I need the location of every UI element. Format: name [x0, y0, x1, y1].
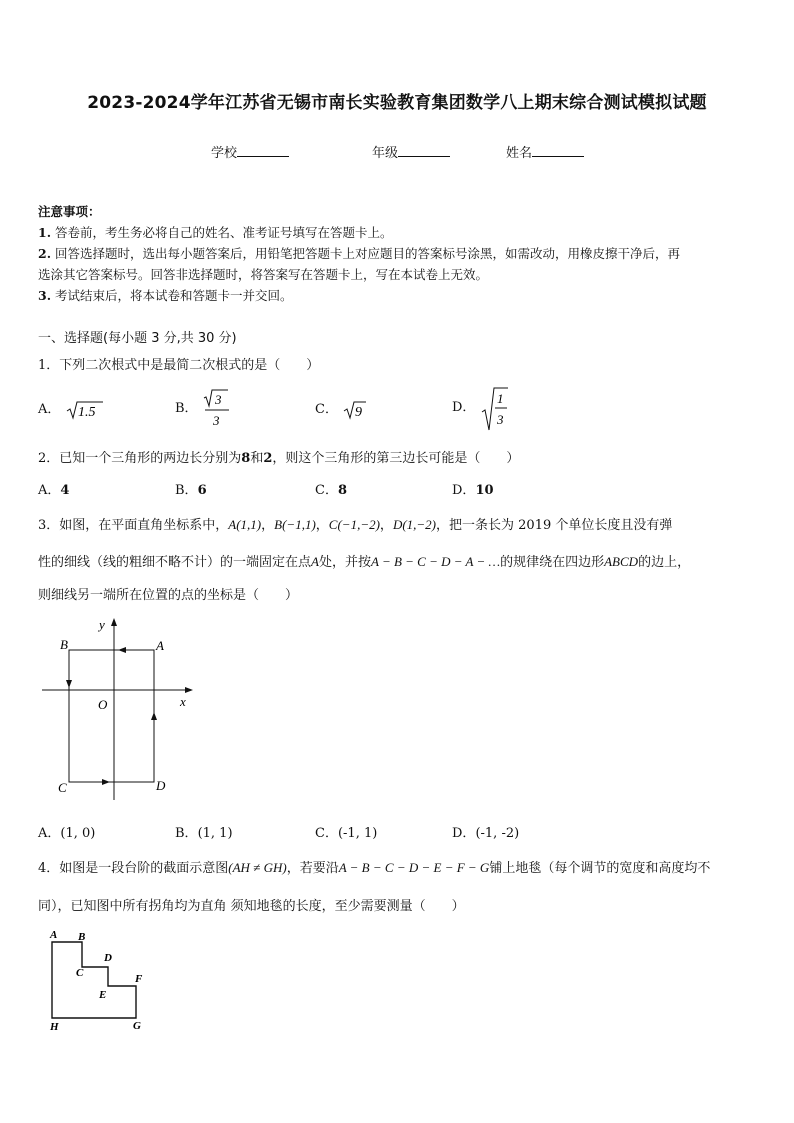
arrow-b-to-c — [66, 680, 72, 688]
arrow-d-to-a — [151, 712, 157, 720]
q1-d-numerator: 1 — [496, 391, 504, 406]
q1-d-denominator: 3 — [496, 412, 504, 427]
label-h: H — [50, 1021, 59, 1033]
q1-option-a[interactable]: A． 1.5 — [38, 398, 105, 421]
q1-option-c[interactable]: C． 9 — [315, 398, 368, 421]
label-b: B — [78, 931, 86, 943]
q2-option-c[interactable]: C．8 — [315, 483, 347, 498]
question-2-stem: 2．已知一个三角形的两边长分别为8和2，则这个三角形的第三边长可能是（ ） — [38, 451, 520, 466]
q4-stairs-figure — [40, 926, 160, 1036]
label-g: G — [133, 1020, 141, 1032]
school-field[interactable] — [211, 142, 289, 161]
q2-option-d[interactable]: D．10 — [452, 483, 494, 498]
q2-option-a[interactable]: A．4 — [38, 483, 70, 498]
name-blank[interactable] — [532, 143, 584, 157]
q3-option-b[interactable]: B．(1, 1) — [175, 826, 233, 841]
q1-b-fraction — [202, 388, 234, 432]
arrow-c-to-d — [102, 779, 110, 785]
notice-item: 2. 回答选择题时，选出每小题答案后，用铅笔把答题卡上对应题目的答案标号涂黑，如需改动，用橡皮擦干净后，再 — [38, 246, 681, 261]
label-e: E — [99, 989, 107, 1001]
question-3-line-3: 则细线另一端所在位置的点的坐标是（ ） — [38, 588, 299, 603]
label-c: C — [76, 967, 84, 979]
grade-label: 年级 — [372, 146, 399, 161]
label-a: A — [156, 638, 164, 653]
question-1-stem: 1．下列二次根式中是最简二次根式的是（ ） — [38, 358, 320, 373]
q1-option-d[interactable]: D． 1 3 — [452, 386, 510, 432]
q1-a-radical — [65, 399, 105, 421]
label-x: x — [180, 694, 186, 709]
stairs-outline — [52, 942, 136, 1018]
q2-option-b[interactable]: B．6 — [175, 483, 207, 498]
school-label: 学校 — [211, 146, 238, 161]
q3-option-d[interactable]: D．(-1, -2) — [452, 826, 520, 841]
y-axis-arrow — [111, 618, 117, 626]
q1-c-radical — [342, 399, 368, 421]
q3-option-a[interactable]: A．(1, 0) — [38, 826, 96, 841]
question-3-line-2: 性的细线（线的粗细不略不计）的一端固定在点A处，并按A − B − C − D − A − …的规律绕在四边形ABCD的边上， — [38, 554, 691, 570]
notice-block — [38, 201, 680, 306]
q1-d-radical — [480, 386, 510, 432]
q1-a-radicand: 1.5 — [77, 404, 96, 420]
school-blank[interactable] — [237, 143, 289, 157]
label-f: F — [135, 973, 143, 985]
label-c: C — [58, 780, 67, 795]
name-field[interactable] — [506, 142, 584, 161]
q3-option-c[interactable]: C．(-1, 1) — [315, 826, 378, 841]
arrow-a-to-b — [118, 647, 126, 653]
q3-coordinate-figure — [38, 612, 198, 808]
question-3-line-1: 3．如图，在平面直角坐标系中，A(1,1)，B(−1,1)，C(−1,−2)，D(1,−2)，把一条长为 2019 个单位长度且没有弹 — [38, 517, 673, 533]
question-4-line-1: 4．如图是一段台阶的截面示意图(AH ≠ GH)，若要沿A − B − C − D − E − F − G铺上地毯（每个调节的宽度和高度均不 — [38, 860, 711, 876]
section-heading: 一、选择题(每小题 3 分,共 30 分) — [38, 331, 237, 346]
q1-b-denominator: 3 — [212, 413, 220, 428]
notice-item: 选涂其它答案标号。回答非选择题时，将答案写在答题卡上，写在本试卷上无效。 — [38, 267, 489, 282]
label-d: D — [156, 778, 166, 793]
notice-heading: 注意事项： — [38, 204, 101, 219]
label-d: D — [104, 952, 112, 964]
label-o: O — [98, 697, 108, 712]
q1-b-numerator: 3 — [214, 392, 222, 407]
label-b: B — [60, 637, 68, 652]
grade-blank[interactable] — [398, 143, 450, 157]
page-title: 2023-2024学年江苏省无锡市南长实验教育集团数学八上期末综合测试模拟试题 — [87, 93, 707, 113]
q1-option-b[interactable]: B． 3 3 — [175, 388, 234, 432]
label-a: A — [50, 929, 58, 941]
x-axis-arrow — [185, 687, 193, 693]
q1-c-radicand: 9 — [355, 404, 363, 420]
name-label: 姓名 — [506, 146, 533, 161]
grade-field[interactable] — [372, 142, 450, 161]
question-4-line-2: 同），已知图中所有拐角均为直角 须知地毯的长度，至少需要测量（ ） — [38, 899, 465, 914]
notice-item: 3. 考试结束后，将本试卷和答题卡一并交回。 — [38, 288, 293, 303]
label-y: y — [99, 617, 105, 632]
notice-item: 1. 答卷前，考生务必将自己的姓名、准考证号填写在答题卡上。 — [38, 225, 393, 240]
rectangle-abcd — [69, 650, 154, 782]
